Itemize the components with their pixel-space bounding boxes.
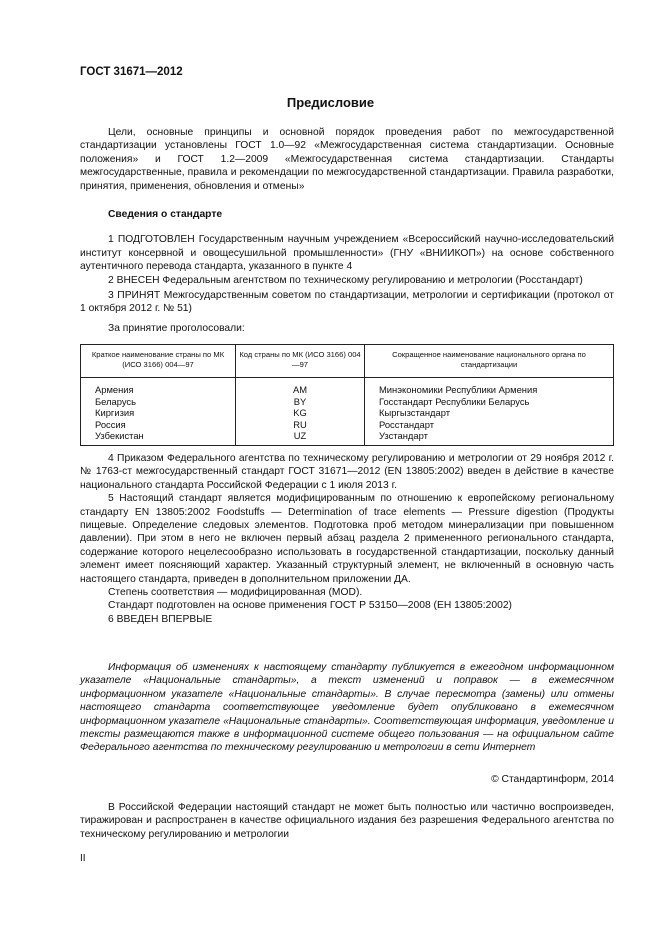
table-row (81, 419, 614, 431)
reproduction-notice (80, 801, 614, 841)
body-cell: Кыргызстандарт (365, 407, 614, 419)
page-title: Предисловие (286, 95, 375, 110)
item-2-submitted: 2 ВНЕСЕН Федеральным агентством по техническому регулированию и метрологии (Росстандарт) (108, 274, 583, 286)
table-row (81, 396, 614, 408)
intro-paragraph: Цели, основные принципы и основной порядок проведения работ по межгосударственной стандартизации установлены ГОСТ 1.0—92 «Межгосударственная система стандартизации. Основные положения» и ГОСТ 1.2—2009 «Межгосударственная система стандартизации. Стандарты межгосударственные, правила и рекомендации по межгосударственной стандартизации. Правила разработки, принятия, применения, обновления и отмены» (80, 127, 614, 192)
country-cell: Киргизия (81, 407, 236, 419)
body-cell: Росстандарт (365, 419, 614, 431)
intro-section (80, 126, 614, 193)
reproduction-paragraph: В Российской Федерации настоящий стандарт не может быть полностью или частично воспроизведен, тиражирован и распространен в качестве официального издания без разрешения Федерального агентства по техническому регулированию и метрологии (80, 802, 614, 840)
item-5-modified: 5 Настоящий стандарт является модифицированным по отношению к европейскому региональному стандарту EN 13805:2002 Foodstuffs — Determination of trace elements — Pressure digestion (Продукты пищевые. Определение следовых элементов. Подготовка проб методом минерализации при повышенном давлении). При этом в него не включен первый абзац раздела 2 примененного регионального стандарта, содержание которого нецелесообразно использовать в государственной стандартизации, поскольку данный элемент имеет поясняющий характер. Указанный структурный элемент, не включенный в основную часть настоящего стандарта, приведен в дополнительном приложении ДА. (80, 493, 614, 585)
country-cell: Армения (81, 378, 236, 396)
table-row (81, 407, 614, 419)
page-number: II (80, 853, 86, 864)
standard-info-section (80, 208, 614, 335)
copyright-line: © Стандартинформ, 2014 (491, 774, 614, 785)
voting-countries-table (80, 344, 614, 446)
item-1-prepared: 1 ПОДГОТОВЛЕН Государственным научным учреждением «Всероссийский научно-исследовательский институт консервной и овощесушильной промышленности» (ГНУ «ВНИИКОП») на основе собственного аутентичного перевода стандарта, указанного в пункте 4 (80, 234, 614, 273)
table-header-row (81, 345, 614, 378)
table-row (81, 378, 614, 396)
body-cell: Минэкономики Республики Армения (365, 378, 614, 396)
item-6-introduced: 6 ВВЕДЕН ВПЕРВЫЕ (108, 613, 213, 625)
changes-info-notice (80, 661, 614, 755)
column-header-code: Код страны по МК (ИСО 3166) 004—97 (236, 345, 365, 378)
prepared-basis: Стандарт подготовлен на основе применения ГОСТ Р 53150—2008 (ЕН 13805:2002) (108, 600, 512, 612)
implementation-section (80, 452, 614, 626)
voted-label: За принятие проголосовали: (108, 322, 245, 334)
code-cell: UZ (236, 430, 365, 445)
degree-of-conformity: Степень соответствия — модифицированная (MOD). (108, 587, 363, 599)
table-row (81, 430, 614, 445)
code-cell: KG (236, 407, 365, 419)
body-cell: Госстандарт Республики Беларусь (365, 396, 614, 408)
code-cell: RU (236, 419, 365, 431)
item-3-adopted: 3 ПРИНЯТ Межгосударственным советом по стандартизации, метрологии и сертификации (протокол от 1 октября 2012 г. № 51) (80, 290, 614, 315)
code-cell: AM (236, 378, 365, 396)
document-code-header: ГОСТ 31671—2012 (80, 66, 183, 78)
body-cell: Узстандарт (365, 430, 614, 445)
column-header-country: Краткое наименование страны по МК (ИСО 3166) 004—97 (81, 345, 236, 378)
country-cell: Россия (81, 419, 236, 431)
info-paragraph: Информация об изменениях к настоящему стандарту публикуется в ежегодном информационном указателе «Национальные стандарты», а текст изменений и поправок — в ежемесячном информационном указателе «Национальные стандарты». В случае пересмотра (замены) или отмены настоящего стандарта соответствующее уведомление будет опубликовано в ежемесячном информационном указателе «Национальные стандарты». Соответствующая информация, уведомление и тексты размещаются также в информационной системе общего пользования — на официальном сайте Федерального агентства по техническому регулированию и метрологии в сети Интернет (80, 662, 614, 754)
country-cell: Беларусь (81, 396, 236, 408)
section-heading: Сведения о стандарте (108, 209, 223, 220)
code-cell: BY (236, 396, 365, 408)
country-cell: Узбекистан (81, 430, 236, 445)
item-4-order: 4 Приказом Федерального агентства по техническому регулированию и метрологии от 29 ноября 2012 г. № 1763-ст межгосударственный стандарт ГОСТ 31671—2012 (EN 13805:2002) введен в действие в качестве национального стандарта Российской Федерации с 1 июля 2013 г. (80, 453, 614, 491)
column-header-body: Сокращенное наименование национального органа по стандартизации (365, 345, 614, 378)
